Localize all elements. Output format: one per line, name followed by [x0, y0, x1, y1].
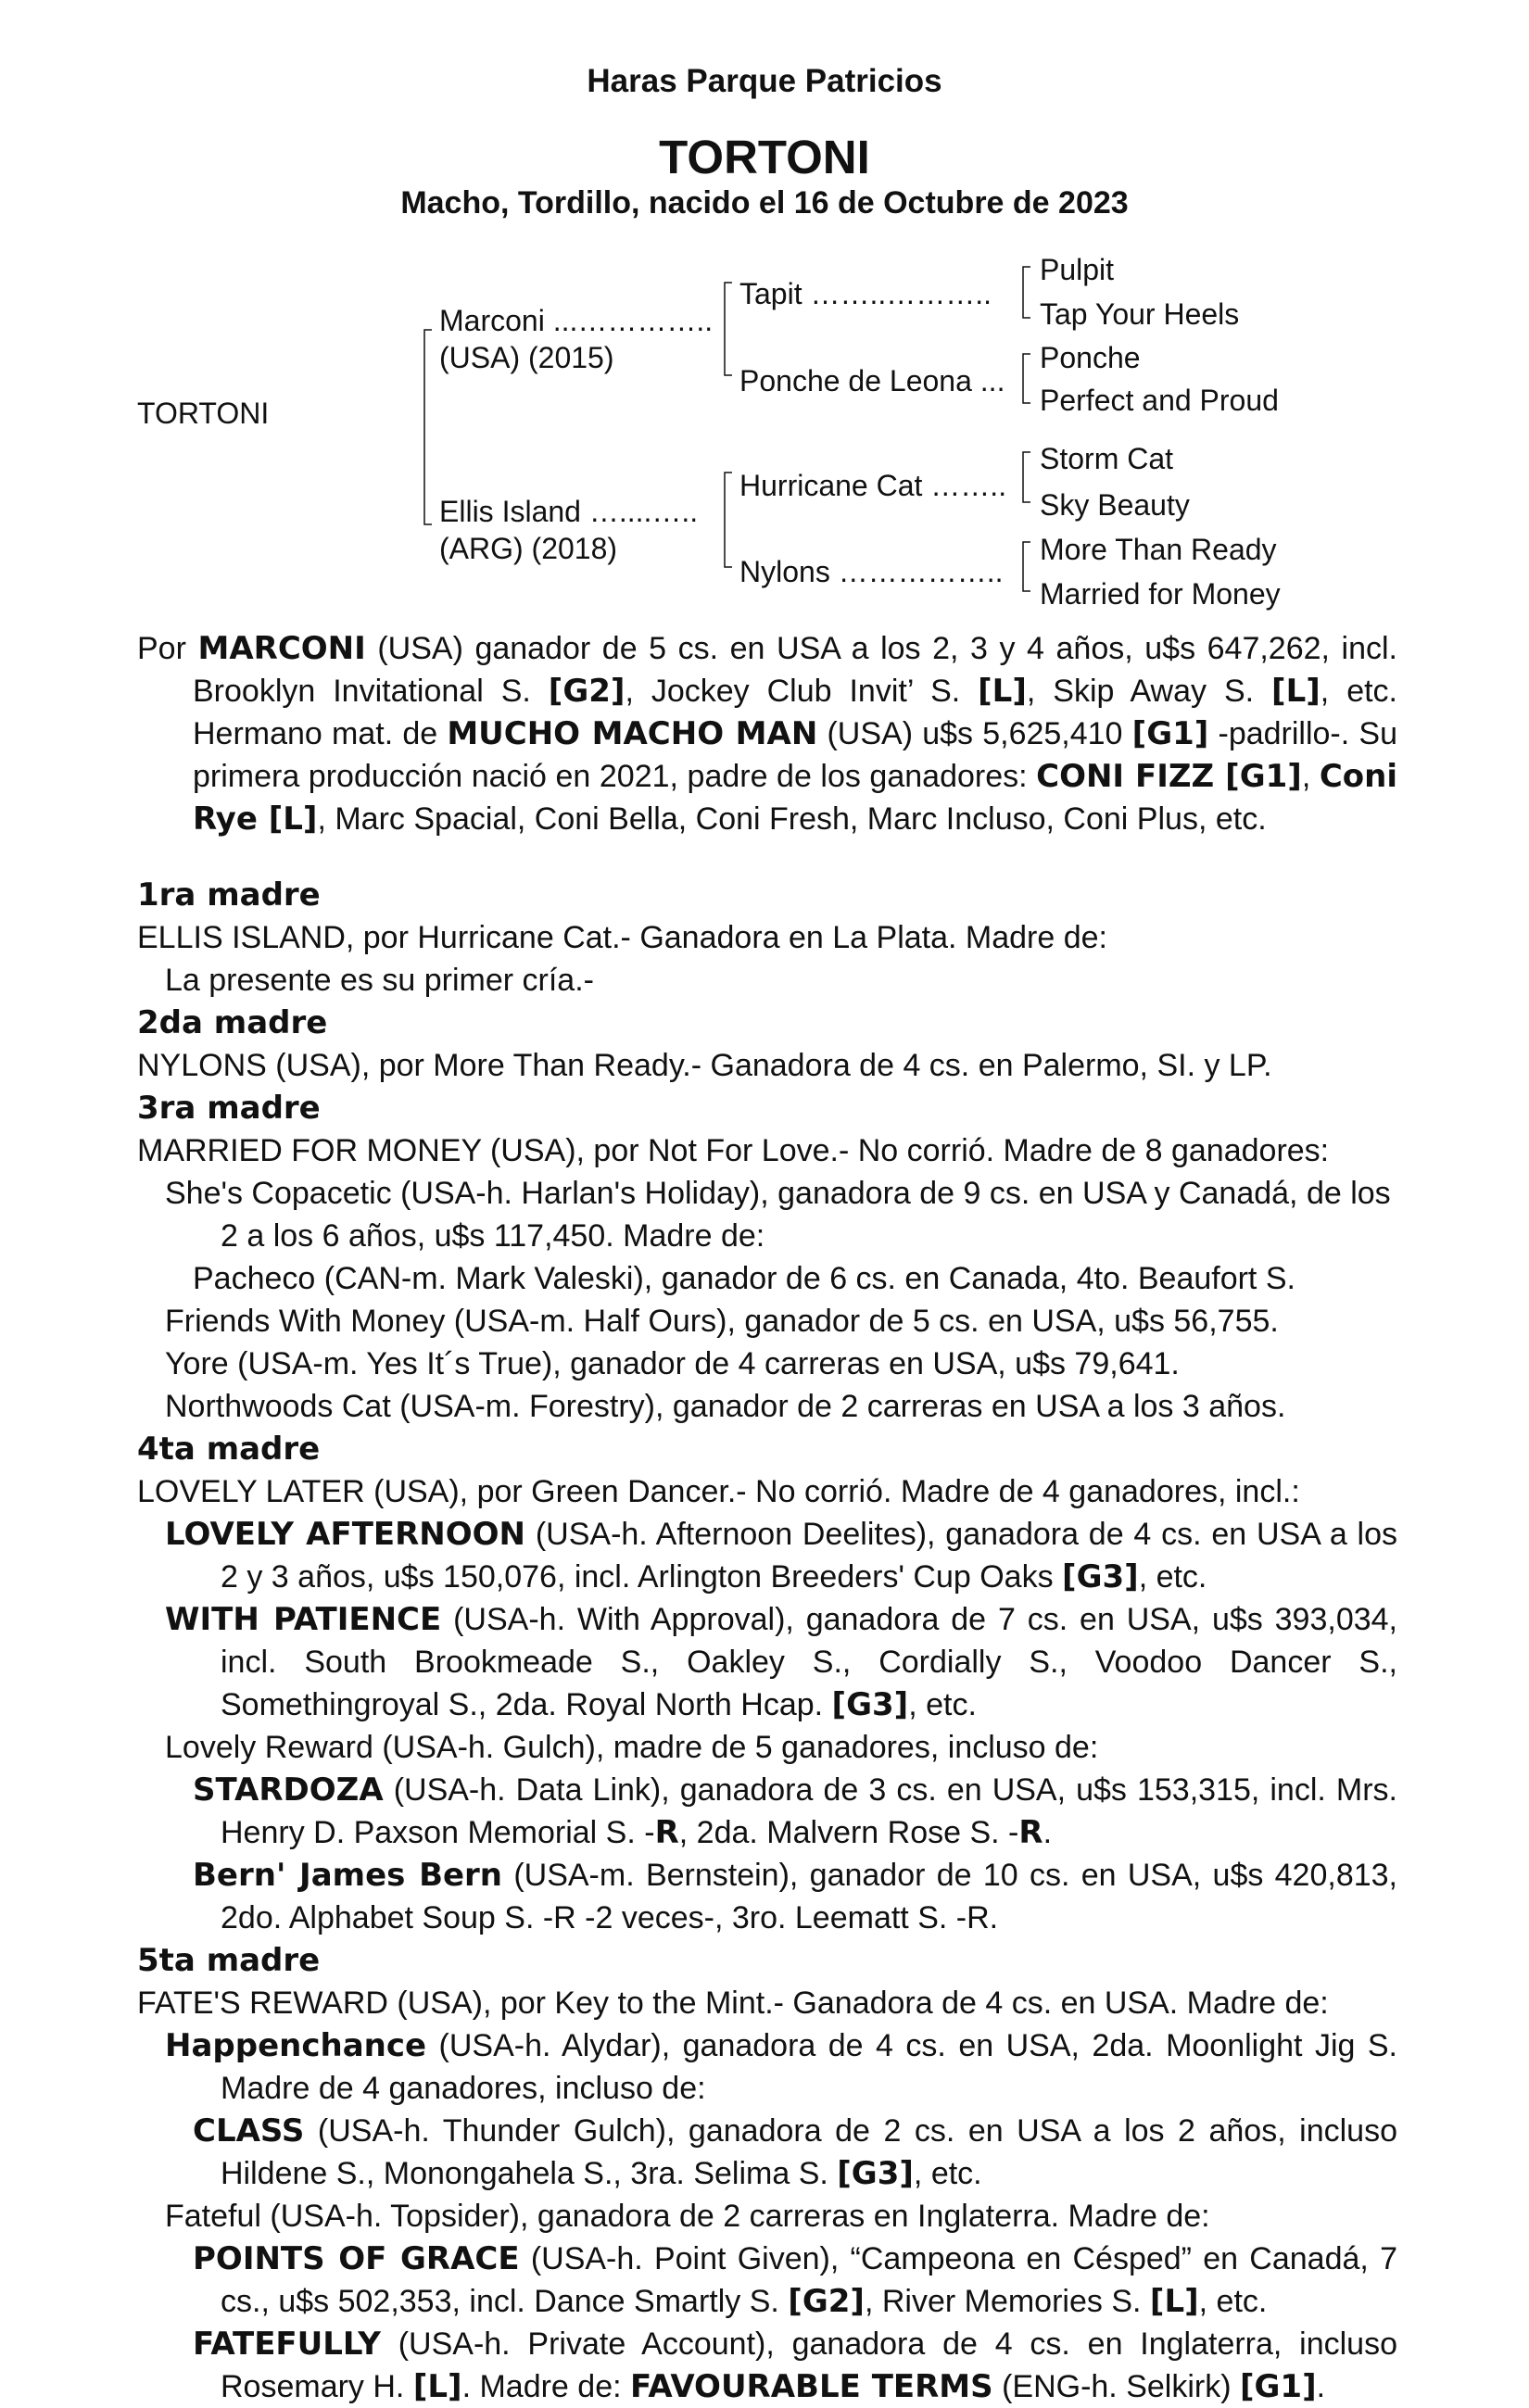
bracket-dam: [725, 473, 732, 567]
dam-heading-4: 4ta madre: [137, 1431, 321, 1468]
pedigree-dam: Ellis Island …....…..: [439, 495, 699, 528]
dam-4-grandproduce-1: STARDOZA (USA-h. Data Link), ganadora de 3 cs. en USA, u$s 153,315, incl. Mrs. Henry D. Paxson Memorial S. -R, 2da. Malvern Rose S. -R.: [193, 1771, 1397, 1851]
dam-4-produce-3: Lovely Reward (USA-h. Gulch), madre de 5 ganadores, incluso de:: [165, 1730, 1099, 1765]
dam-heading-1: 1ra madre: [137, 876, 321, 914]
dam-4-produce-2: WITH PATIENCE (USA-h. With Approval), ganadora de 7 cs. en USA, u$s 393,034, incl. South Brookmeade S., Oakley S., Cordially S., Voodoo Dancer S., Somethingroyal S., 2da. Royal North Hcap. [G3], etc.: [165, 1601, 1397, 1723]
pedigree-gen4-3: Ponche: [1040, 341, 1141, 374]
dam-5-grandproduce-1: CLASS (USA-h. Thunder Gulch), ganadora de 2 cs. en USA a los 2 años, incluso Hildene S., Monongahela S., 3ra. Selima S. [G3], etc.: [193, 2112, 1397, 2192]
pedigree-gen3-3: Hurricane Cat ……..: [739, 469, 1007, 502]
dam-4-grandproduce-2: Bern' James Bern (USA-m. Bernstein), ganador de 10 cs. en USA, u$s 420,813, 2do. Alphabet Soup S. -R -2 veces-, 3ro. Leematt S. -R.: [193, 1857, 1397, 1935]
pedigree-gen4-8: Married for Money: [1040, 577, 1281, 611]
dam-3-produce-1: She's Copacetic (USA-h. Harlan's Holiday), ganadora de 9 cs. en USA y Canadá, de los 2 a los 6 años, u$s 117,450. Madre de:: [165, 1176, 1391, 1254]
dam-1-line: ELLIS ISLAND, por Hurricane Cat.- Ganadora en La Plata. Madre de:: [137, 920, 1107, 955]
bracket-root: [424, 330, 432, 524]
pedigree-gen3-2: Ponche de Leona ...: [739, 364, 1005, 397]
dam-3-produce-3: Yore (USA-m. Yes It´s True), ganador de 4 carreras en USA, u$s 79,641.: [165, 1346, 1180, 1381]
pedigree-gen4-1: Pulpit: [1040, 253, 1115, 286]
bracket-hurricane: [1023, 452, 1030, 502]
pedigree-gen3-4: Nylons ……………..: [739, 555, 1004, 588]
catalog-body: [137, 627, 1397, 2408]
dam-heading-3: 3ra madre: [137, 1090, 321, 1127]
dam-5-produce-2: Fateful (USA-h. Topsider), ganadora de 2 carreras en Inglaterra. Madre de:: [165, 2199, 1210, 2234]
dam-5-produce-1: Happenchance (USA-h. Alydar), ganadora de 4 cs. en USA, 2da. Moonlight Jig S. Madre de 4 ganadores, incluso de:: [165, 2027, 1397, 2106]
sire-paragraph: Por MARCONI (USA) ganador de 5 cs. en USA a los 2, 3 y 4 años, u$s 647,262, incl. Brooklyn Invitational S. [G2], Jockey Club Invit’ S. [L], Skip Away S. [L], etc. Hermano mat. de MUCHO MACHO MAN (USA) u$s 5,625,410 [G1] -padrillo-. Su primera producción nació en 2021, padre de los ganadores: CONI FIZZ [G1], Coni Rye [L], Marc Spacial, Coni Bella, Coni Fresh, Marc Incluso, Coni Plus, etc.: [137, 630, 1398, 838]
dam-3-line: MARRIED FOR MONEY (USA), por Not For Love.- No corrió. Madre de 8 ganadores:: [137, 1133, 1330, 1168]
bracket-tapit: [1023, 267, 1030, 318]
dam-5-line: FATE'S REWARD (USA), por Key to the Mint.- Ganadora de 4 cs. en USA. Madre de:: [137, 1986, 1329, 2021]
pedigree-root: TORTONI: [137, 397, 270, 430]
bracket-ponche: [1023, 354, 1030, 403]
dam-3-grandproduce-1: Pacheco (CAN-m. Mark Valeski), ganador de 6 cs. en Canada, 4to. Beaufort S.: [193, 1261, 1295, 1296]
dam-2-line: NYLONS (USA), por More Than Ready.- Ganadora de 4 cs. en Palermo, SI. y LP.: [137, 1048, 1272, 1083]
dam-3-produce-4: Northwoods Cat (USA-m. Forestry), ganador de 2 carreras en USA a los 3 años.: [165, 1389, 1286, 1424]
dam-heading-2: 2da madre: [137, 1004, 328, 1041]
dam-5-grandproduce-3: FATEFULLY (USA-h. Private Account), ganadora de 4 cs. en Inglaterra, incluso Rosemary H. [L]. Madre de: FAVOURABLE TERMS (ENG-h. Selkirk) [G1].: [193, 2326, 1397, 2405]
dam-heading-5: 5ta madre: [137, 1942, 321, 1979]
dam-4-line: LOVELY LATER (USA), por Green Dancer.- No corrió. Madre de 4 ganadores, incl.:: [137, 1474, 1300, 1509]
pedigree-gen4-6: Sky Beauty: [1040, 488, 1190, 522]
bracket-nylons: [1023, 542, 1030, 591]
pedigree-dam-origin: (ARG) (2018): [439, 532, 618, 565]
pedigree-gen4-7: More Than Ready: [1040, 533, 1277, 566]
horse-description: Macho, Tordillo, nacido el 16 de Octubre de 2023: [400, 185, 1129, 221]
dam-3-produce-2: Friends With Money (USA-m. Half Ours), ganador de 5 cs. en USA, u$s 56,755.: [165, 1304, 1279, 1339]
dam-1-produce: La presente es su primer cría.-: [165, 963, 594, 998]
horse-name-title: TORTONI: [659, 131, 870, 183]
pedigree-gen4-4: Perfect and Proud: [1040, 384, 1279, 417]
dam-5-grandproduce-2: POINTS OF GRACE (USA-h. Point Given), “Campeona en Césped” en Canadá, 7 cs., u$s 502,353, incl. Dance Smartly S. [G2], River Memories S. [L], etc.: [193, 2240, 1397, 2320]
farm-name: Haras Parque Patricios: [587, 63, 942, 99]
dam-4-produce-1: LOVELY AFTERNOON (USA-h. Afternoon Deelites), ganadora de 4 cs. en USA a los 2 y 3 años, u$s 150,076, incl. Arlington Breeders' Cup Oaks [G3], etc.: [165, 1516, 1397, 1595]
pedigree-sire: Marconi ...…………..: [439, 304, 714, 337]
pedigree-gen4-5: Storm Cat: [1040, 442, 1174, 475]
pedigree-sire-origin: (USA) (2015): [439, 341, 614, 374]
pedigree-gen4-2: Tap Your Heels: [1040, 297, 1240, 331]
pedigree-gen3-1: Tapit ……..………..: [739, 277, 992, 310]
bracket-sire: [725, 283, 732, 375]
